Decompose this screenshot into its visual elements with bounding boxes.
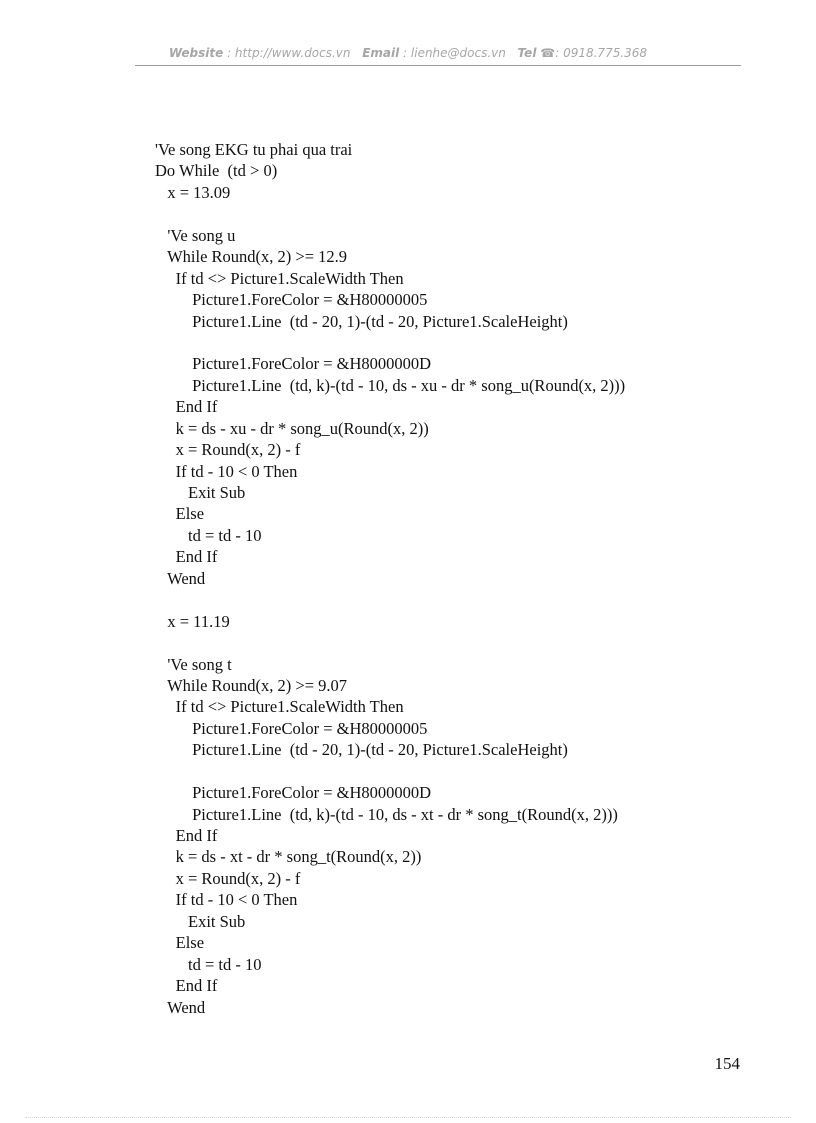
tel-label: Tel <box>517 46 537 60</box>
code-line: Else <box>155 933 205 953</box>
code-line <box>155 332 755 353</box>
code-line: Exit Sub <box>155 483 246 502</box>
code-line: Picture1.ForeColor = &H8000000D <box>155 354 432 374</box>
code-line: Wend <box>155 568 206 588</box>
code-line: Picture1.Line (td - 20, 1)-(td - 20, Picture1.ScaleHeight) <box>155 740 568 760</box>
code-line: End If <box>155 547 218 567</box>
code-line: End If <box>155 976 218 996</box>
code-line: Exit Sub <box>155 911 246 931</box>
code-line: Else <box>155 504 205 524</box>
code-line <box>155 589 755 610</box>
code-line: If td - 10 < 0 Then <box>155 461 298 481</box>
page-header <box>0 46 816 60</box>
code-line: Picture1.ForeColor = &H8000000D <box>155 783 432 803</box>
code-line: End If <box>155 826 218 845</box>
code-line: k = ds - xt - dr * song_t(Round(x, 2)) <box>155 847 422 867</box>
code-line: Wend <box>155 997 206 1017</box>
code-line: k = ds - xu - dr * song_u(Round(x, 2)) <box>155 418 429 438</box>
code-line: End If <box>155 397 218 417</box>
header-rule <box>135 65 741 66</box>
code-line: 'Ve song u <box>155 225 236 245</box>
code-line: Picture1.ForeColor = &H80000005 <box>155 718 428 738</box>
email-label: Email <box>362 46 400 60</box>
code-line: While Round(x, 2) >= 12.9 <box>155 247 347 267</box>
code-line <box>155 761 755 782</box>
phone-icon: ☎ <box>540 46 556 60</box>
email-value: : lienhe@docs.vn <box>403 46 506 60</box>
code-line: td = td - 10 <box>155 525 262 545</box>
code-line: If td <> Picture1.ScaleWidth Then <box>155 268 404 288</box>
code-line: x = 13.09 <box>155 182 231 202</box>
code-line: 'Ve song t <box>155 654 232 674</box>
website-label: Website <box>168 46 224 60</box>
website-value: : http://www.docs.vn <box>227 46 351 60</box>
code-line: 'Ve song EKG tu phai qua trai <box>155 140 353 159</box>
code-line: Picture1.Line (td, k)-(td - 10, ds - xu - dr * song_u(Round(x, 2))) <box>155 375 626 395</box>
code-line: Do While (td > 0) <box>155 161 278 181</box>
footer-rule <box>25 1117 791 1118</box>
code-line: x = Round(x, 2) - f <box>155 868 301 888</box>
tel-value: : 0918.775.368 <box>555 46 648 60</box>
code-line: x = 11.19 <box>155 611 230 631</box>
code-line: x = Round(x, 2) - f <box>155 440 301 460</box>
code-line: Picture1.Line (td, k)-(td - 10, ds - xt - dr * song_t(Round(x, 2))) <box>155 804 618 824</box>
code-line: Picture1.Line (td - 20, 1)-(td - 20, Picture1.ScaleHeight) <box>155 311 568 331</box>
code-line: td = td - 10 <box>155 954 262 974</box>
page-number: 154 <box>714 1054 740 1073</box>
code-line: Picture1.ForeColor = &H80000005 <box>155 290 428 310</box>
code-line: If td - 10 < 0 Then <box>155 890 298 910</box>
code-block <box>155 139 755 1018</box>
code-line <box>155 203 755 224</box>
code-line: If td <> Picture1.ScaleWidth Then <box>155 697 404 717</box>
code-line <box>155 632 755 653</box>
code-line: While Round(x, 2) >= 9.07 <box>155 675 347 695</box>
